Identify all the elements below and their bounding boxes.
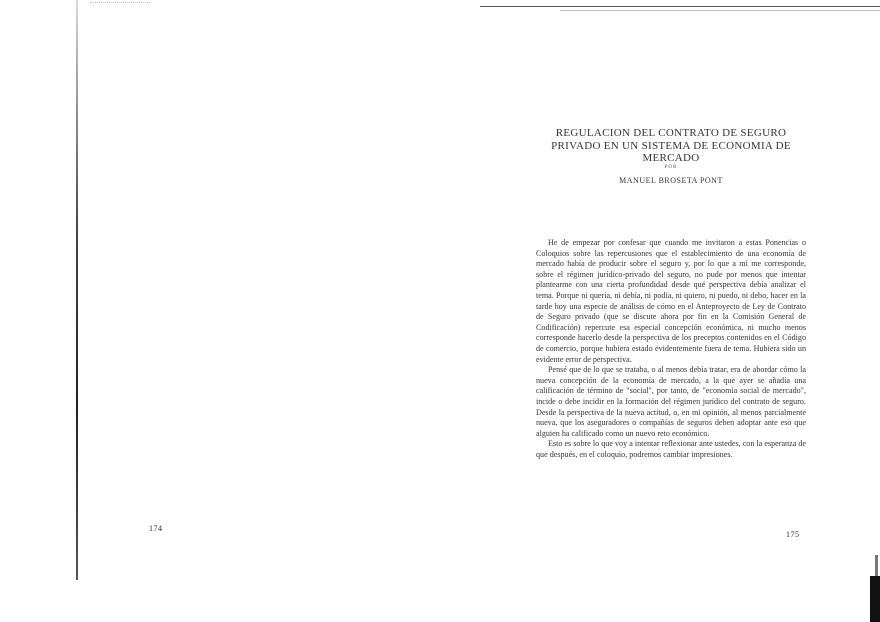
scan-top-specks: [90, 2, 150, 7]
byline-prefix: POR: [664, 165, 678, 170]
scan-right-edge-mark-small: [875, 555, 878, 577]
body-paragraph-3: Esto es sobre lo que voy a intentar reflexionar ante ustedes, con la esperanza de que después, en el coloquio, podremos cambiar impresiones.: [536, 439, 806, 459]
left-page-number: 174: [149, 524, 163, 533]
scan-right-edge-mark: [870, 576, 880, 622]
right-page-number: 175: [786, 530, 800, 539]
article-title: REGULACION DEL CONTRATO DE SEGURO PRIVADO EN UN SISTEMA DE ECONOMIA DE MERCADO: [551, 127, 791, 164]
scan-top-edge-faint-line: [560, 10, 880, 11]
body-paragraph-1: He de empezar por confesar que cuando me invitaron a estas Ponencias o Coloquios sobre las repercusiones que el establecimiento de una economía de mercado había de producir sobre el seguro y, por lo que a mí me corresponde, sobre el régimen jurídico-privado del seguro, no pude por menos que intentar plantearme con una cierta profundidad desde qué perspectiva debía analizar el tema. Porque ni quería, ni debía, ni podía, ni quiero, ni puedo, ni debo, hacer en la tarde hoy una especie de análisis de cómo en el Anteproyecto de Ley de Contrato de Seguro privado (que se discute ahora por fin en la Comisión General de Codificación) repercute esa especial concepción económica, ni mucho menos corresponde hacerlo desde la perspectiva de los preceptos contenidos en el Código de comercio, porque hubiera estado evidentemente fuera de tema. Hubiera sido un evidente error de perspectiva.: [536, 238, 806, 364]
article-author: MANUEL BROSETA PONT: [619, 176, 723, 185]
article-body: [536, 238, 806, 460]
scan-gutter-shadow: [76, 0, 78, 580]
body-paragraph-2: Pensé que de lo que se trataba, o al menos debía tratar, era de abordar cómo la nueva concepción de la economía de mercado, a la que ayer se añadía una calificación de término de "social", por tanto, de "economía social de mercado", incide o debe incidir en la formación del régimen jurídico del contrato de seguro. Desde la perspectiva de la nueva actitud, o, en mi opinión, al menos parcialmente nueva, que los aseguradores o compañías de seguros deben adoptar ante eso que alguien ha calificado como un nuevo reto económico.: [536, 365, 806, 438]
scan-top-edge-line: [480, 6, 880, 7]
